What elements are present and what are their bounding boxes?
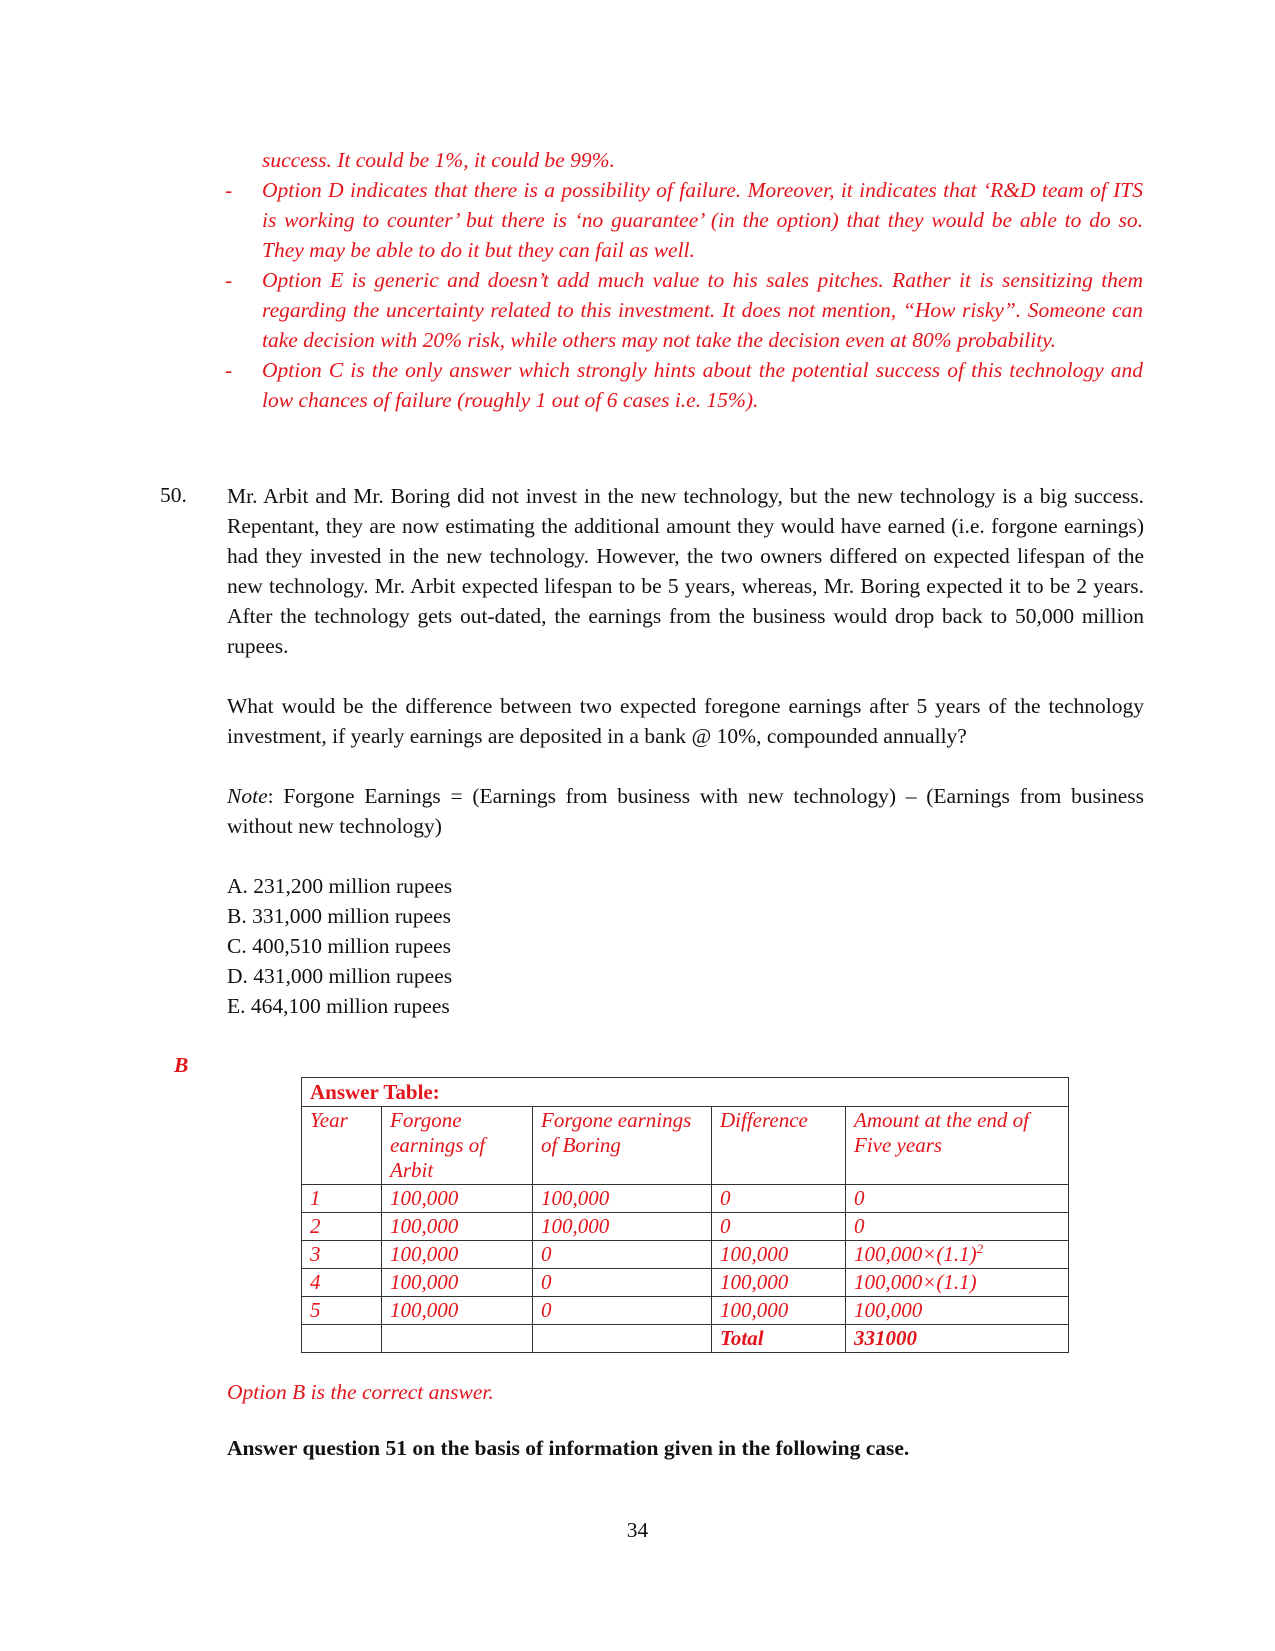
table-cell [533,1325,712,1353]
table-cell: 1 [302,1185,382,1213]
question-prompt: What would be the difference between two expected foregone earnings after 5 years of the technology investment, if yearly earnings are deposited in a bank @ 10%, compounded annually? [227,694,1144,748]
answer-table [301,1077,1069,1353]
table-cell: 100,000 [533,1213,712,1241]
option-a: A. 231,200 million rupees [227,874,453,898]
table-cell: 2 [302,1213,382,1241]
answer-letter: B [174,1053,189,1077]
table-cell: 100,000 [846,1297,1069,1325]
bullet-text: Option C is the only answer which strongly hints about the potential success of this technology and low chances of failure (roughly 1 out of 6 cases i.e. 15%). [262,358,1143,412]
table-cell: 5 [302,1297,382,1325]
table-cell [382,1325,533,1353]
note-label: Note [227,784,268,808]
table-cell: 0 [712,1185,846,1213]
table-title: Answer Table: [302,1078,1069,1107]
table-cell [846,1241,1069,1269]
note-text: : Forgone Earnings = (Earnings from business with new technology) – (Earnings from business without new technology) [227,784,1144,838]
column-header: Forgone earnings of Boring [533,1107,712,1185]
column-header: Amount at the end of Five years [846,1107,1069,1185]
bullet-dash: - [225,358,233,382]
explanation-bullet [225,145,1143,175]
table-title-row [302,1078,1069,1107]
question-paragraph: Mr. Arbit and Mr. Boring did not invest in the new technology, but the new technology is a big success. Repentant, they are now estimating the additional amount they would have earned (i.e. forgone earnings) had they invested in the new technology. However, the two owners differed on expected lifespan of the new technology. Mr. Arbit expected lifespan to be 5 years, whereas, Mr. Boring expected it to be 2 years. After the technology gets out-dated, the earnings from the business would drop back to 50,000 million rupees. [227,484,1144,658]
correct-answer-text: Option B is the correct answer. [227,1380,494,1404]
option-e: E. 464,100 million rupees [227,994,450,1018]
table-cell: 0 [533,1297,712,1325]
table-cell: 100,000 [382,1185,533,1213]
table-cell: 100,000 [382,1297,533,1325]
total-label: Total [712,1325,846,1353]
table-row [302,1213,1069,1241]
table-cell-value: 100,000×(1.1) [854,1242,977,1266]
table-cell: 100,000 [382,1213,533,1241]
total-value: 331000 [846,1325,1069,1353]
question-body [227,481,1144,1021]
table-cell: 100,000 [712,1297,846,1325]
page-number: 34 [626,1518,649,1542]
table-cell: 100,000 [382,1241,533,1269]
bullet-text: Option E is generic and doesn’t add much value to his sales pitches. Rather it is sensitizing them regarding the uncertainty related to this investment. It does not mention, “How risky”. Someone can take decision with 20% risk, while others may not take the decision even at 80% probability. [262,268,1143,352]
table-cell: 100,000 [712,1241,846,1269]
bullet-dash: - [225,268,233,292]
table-cell: 4 [302,1269,382,1297]
table-cell: 100,000 [712,1269,846,1297]
table-row [302,1269,1069,1297]
bullet-text: success. It could be 1%, it could be 99%. [262,148,615,172]
table-row [302,1297,1069,1325]
column-header: Difference [712,1107,846,1185]
table-cell: 3 [302,1241,382,1269]
table-row [302,1241,1069,1269]
question-note [227,781,1144,841]
table-row [302,1185,1069,1213]
table-cell: 0 [533,1269,712,1297]
column-header: Year [302,1107,382,1185]
table-header-row [302,1107,1069,1185]
table-cell: 100,000 [533,1185,712,1213]
question-number: 50. [160,483,187,507]
table-cell: 100,000 [382,1269,533,1297]
bullet-dash: - [225,178,233,202]
table-total-row [302,1325,1069,1353]
table-cell: 0 [712,1213,846,1241]
table-cell: 0 [533,1241,712,1269]
explanation-bullet [225,355,1143,415]
column-header: Forgone earnings of Arbit [382,1107,533,1185]
option-c: C. 400,510 million rupees [227,934,451,958]
explanation-bullet [225,265,1143,355]
table-cell: 100,000×(1.1) [846,1269,1069,1297]
bullet-text: Option D indicates that there is a possibility of failure. Moreover, it indicates that ‘R&D team of ITS is working to counter’ but there is ‘no guarantee’ (in the option) that they would be able to do so. They may be able to do it but they can fail as well. [262,178,1143,262]
explanation-bullet [225,175,1143,265]
table-cell: 0 [846,1213,1069,1241]
answer-options [227,871,1144,1021]
exponent: 2 [976,1241,984,1256]
option-d: D. 431,000 million rupees [227,964,453,988]
explanation-bullets [225,145,1143,415]
table-cell [302,1325,382,1353]
table-cell: 0 [846,1185,1069,1213]
case-instruction: Answer question 51 on the basis of information given in the following case. [227,1436,910,1460]
option-b: B. 331,000 million rupees [227,904,451,928]
